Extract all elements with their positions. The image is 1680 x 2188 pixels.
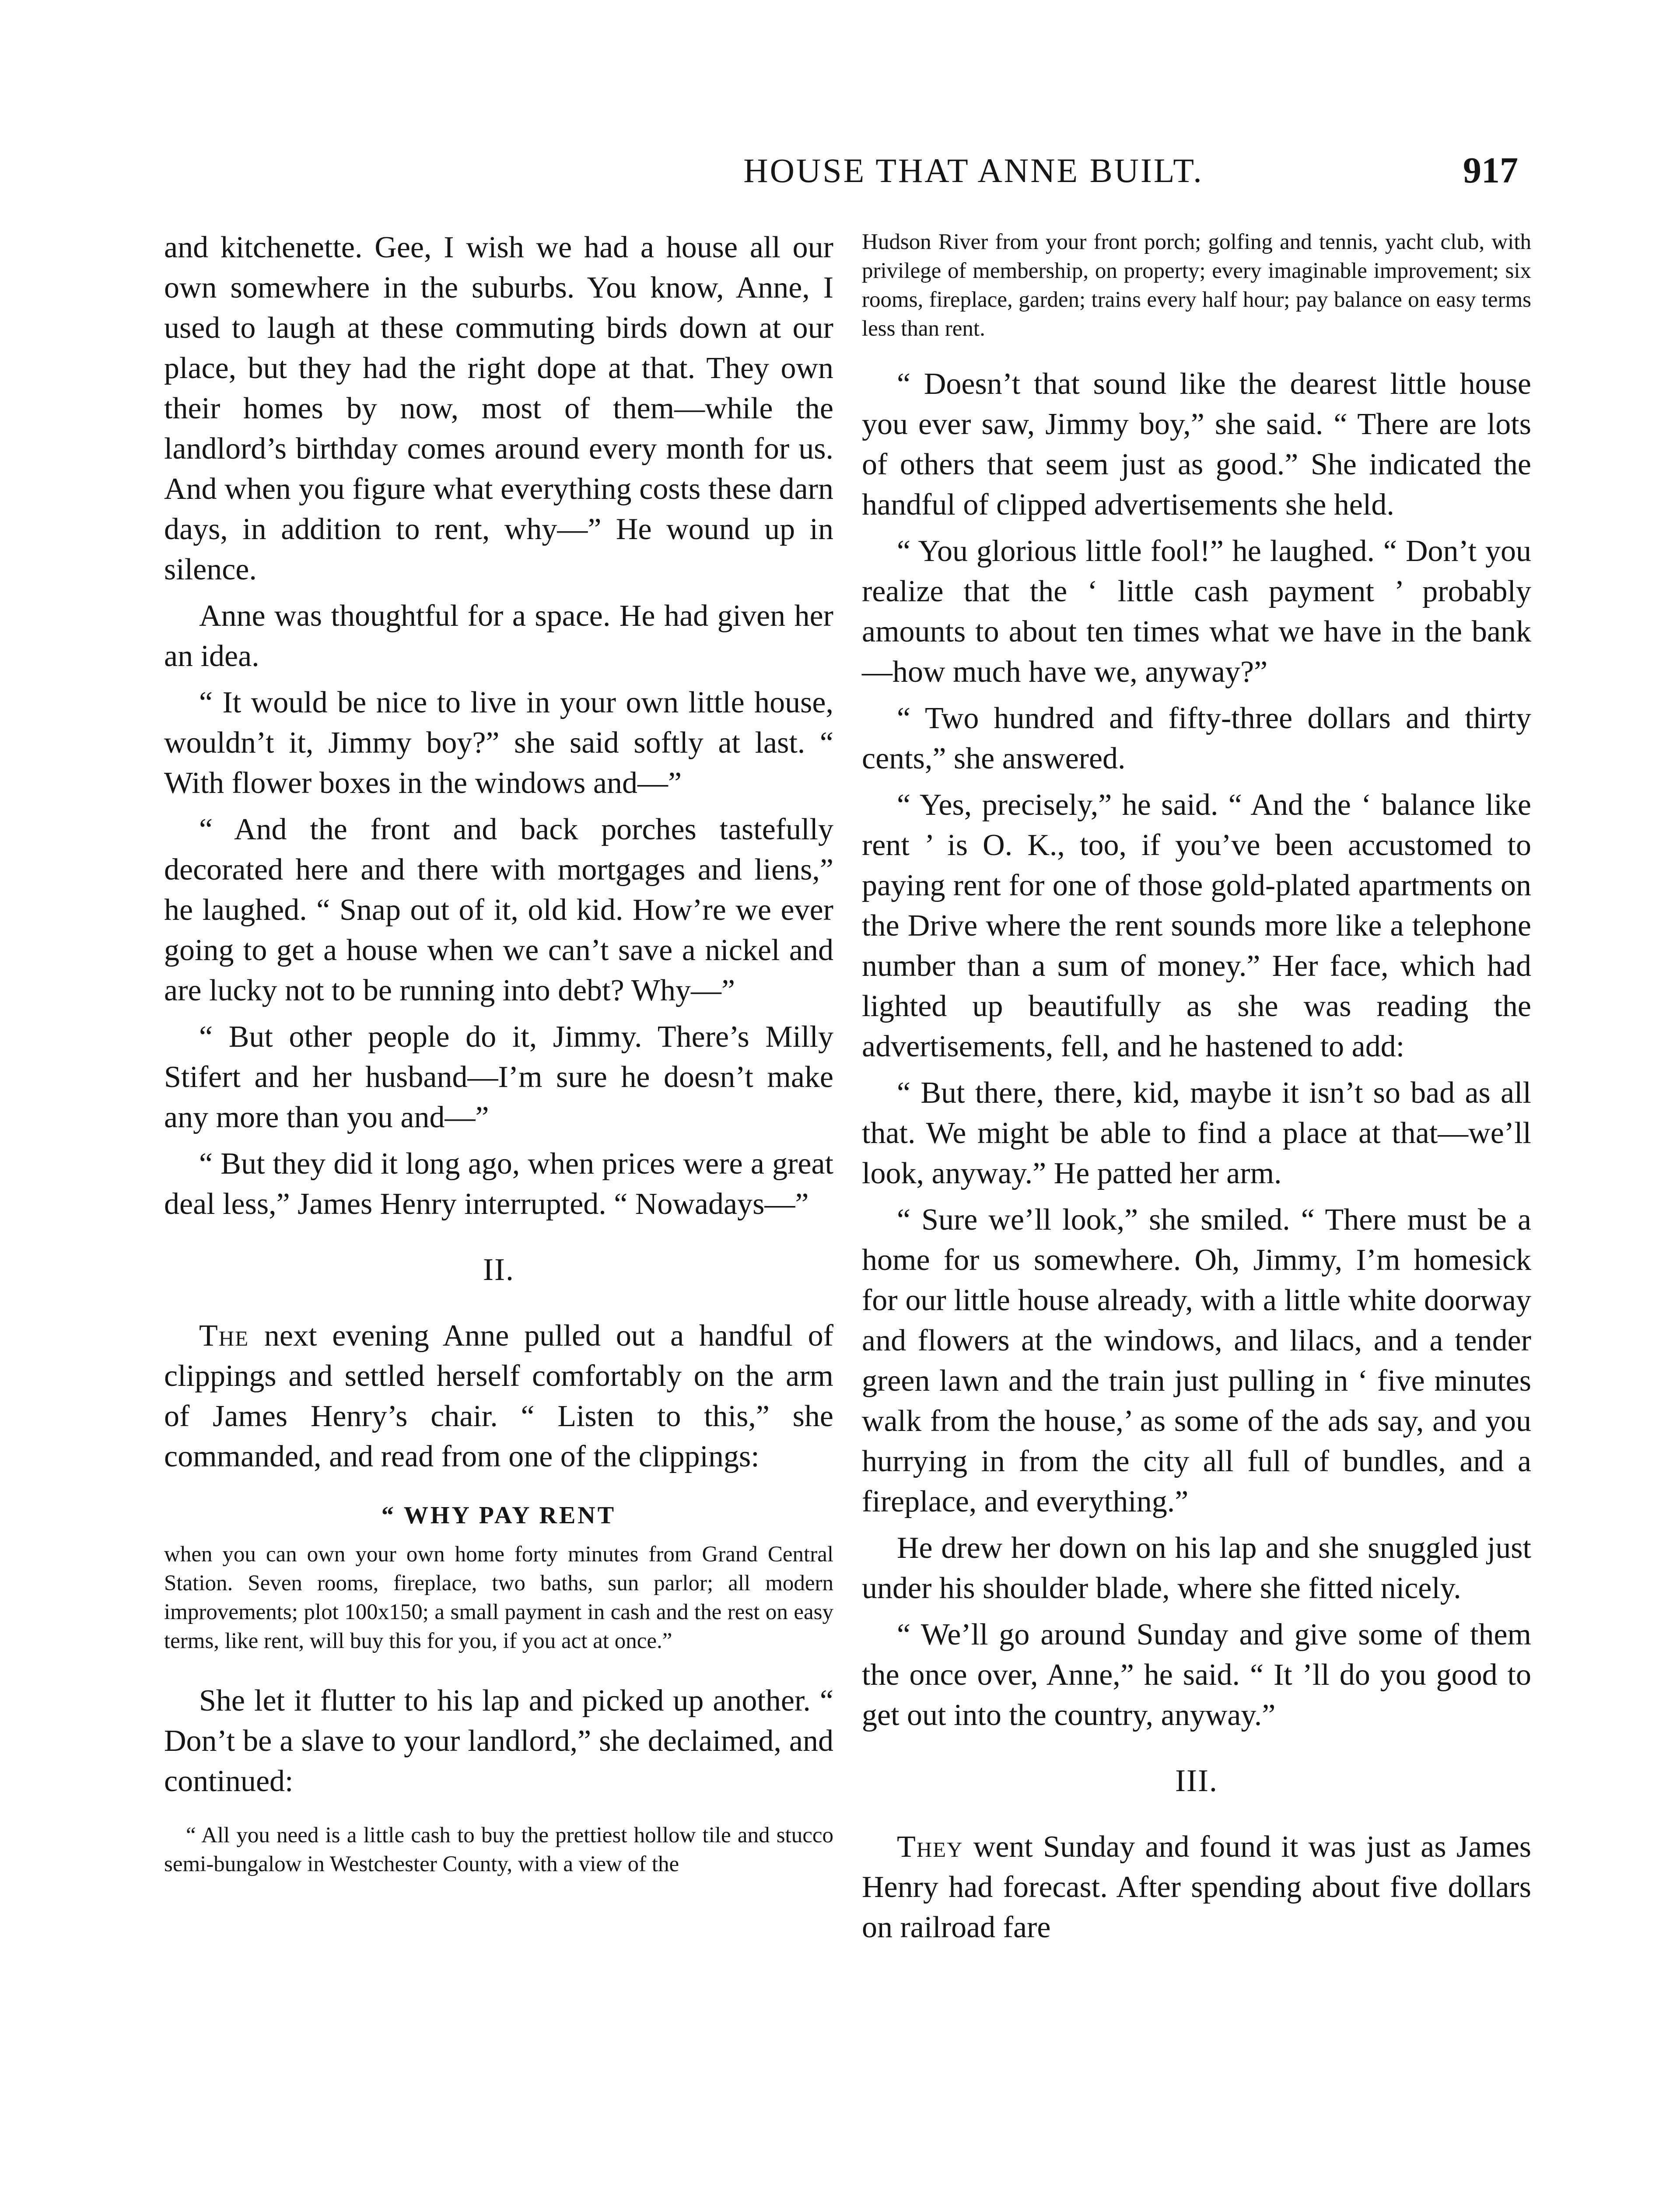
paragraph: “ You glorious little fool!” he laughed. “ Don’t you realize that the ‘ little cash payment ’ probably amounts to about ten times what we have in the bank—how much have we, anyway?” [862, 534, 1531, 689]
paragraph: He drew her down on his lap and she snuggled just under his shoulder blade, where she fitted nicely. [862, 1531, 1531, 1605]
paragraph: “ And the front and back porches tastefully decorated here and there with mortgages and liens,” he laughed. “ Snap out of it, old kid. How’re we ever going to get a house when we can’t save a nickel and are lucky not to be running into debt? Why—” [164, 813, 833, 1007]
paragraph: She let it flutter to his lap and picked up another. “ Don’t be a slave to your landlord,” she declaimed, and continued: [164, 1684, 833, 1798]
running-head: HOUSE THAT ANNE BUILT. [743, 151, 1204, 189]
advertisement-text: “ All you need is a little cash to buy the prettiest hollow tile and stucco semi-bungalow in Westchester County, with a view of the [164, 1823, 833, 1876]
paragraph-text: went Sunday and found it was just as James Henry had forecast. After spending about five dollars on railroad fare [862, 1830, 1531, 1944]
section-heading-iii: III. [1175, 1763, 1218, 1798]
left-column [164, 228, 833, 1879]
section-lead-word: The [199, 1319, 249, 1353]
paragraph [164, 1316, 833, 1477]
paragraph: Anne was thoughtful for a space. He had given her an idea. [164, 599, 833, 673]
section-lead-word: They [897, 1830, 963, 1864]
paragraph: “ It would be nice to live in your own little house, wouldn’t it, Jimmy boy?” she said softly at last. “ With flower boxes in the windows and—” [164, 686, 833, 800]
section-heading-ii: II. [483, 1252, 514, 1287]
page-header [558, 147, 1518, 199]
paragraph: “ But there, there, kid, maybe it isn’t so bad as all that. We might be able to find a place at that—we’ll look, anyway.” He patted her arm. [862, 1076, 1531, 1190]
paragraph [862, 1827, 1531, 1948]
paragraph: “ We’ll go around Sunday and give some of them the once over, Anne,” he said. “ It ’ll do you good to get out into the country, anyway.” [862, 1618, 1531, 1732]
paragraph: “ But other people do it, Jimmy. There’s Milly Stifert and her husband—I’m sure he doesn’t make any more than you and—” [164, 1020, 833, 1134]
advertisement-text: when you can own your own home forty minutes from Grand Central Station. Seven rooms, fireplace, two baths, sun parlor; all modern improvements; plot 100x150; a small payment in cash and the rest on easy terms, like rent, will buy this for you, if you act at once.” [164, 1542, 833, 1653]
paragraph: “ Doesn’t that sound like the dearest little house you ever saw, Jimmy boy,” she said. “ There are lots of others that seem just as good.” She indicated the handful of clipped advertisements she held. [862, 367, 1531, 522]
paragraph-text: next evening Anne pulled out a handful of clippings and settled herself comfortably on the arm of James Henry’s chair. “ Listen to this,” she commanded, and read from one of the clippings: [164, 1319, 833, 1473]
advertisement-text: Hudson River from your front porch; golfing and tennis, yacht club, with privilege of membership, on property; every imaginable improvement; six rooms, fireplace, garden; trains every half hour; pay balance on easy terms less than rent. [862, 230, 1531, 341]
ad-title: “ WHY PAY RENT [381, 1502, 616, 1529]
paragraph: “ Sure we’ll look,” she smiled. “ There must be a home for us somewhere. Oh, Jimmy, I’m homesick for our little house already, with a little white doorway and flowers at the windows, and lilacs, and a tender green lawn and the train just pulling in ‘ five minutes walk from the house,’ as some of the ads say, and you hurrying in from the city all full of bundles, and a fireplace, and everything.” [862, 1203, 1531, 1518]
paragraph: “ But they did it long ago, when prices were a great deal less,” James Henry interrupted. “ Nowadays—” [164, 1147, 833, 1221]
page-number: 917 [1463, 150, 1518, 191]
paragraph: “ Yes, precisely,” he said. “ And the ‘ balance like rent ’ is O. K., too, if you’ve been accustomed to paying rent for one of those gold-plated apartments on the Drive where the rent sounds more like a telephone number than a sum of money.” Her face, which had lighted up beautifully as she was reading the advertisements, fell, and he hastened to add: [862, 788, 1531, 1063]
paragraph: and kitchenette. Gee, I wish we had a house all our own somewhere in the suburbs. You know, Anne, I used to laugh at these commuting birds down at our place, but they had the right dope at that. They own their homes by now, most of them—while the landlord’s birthday comes around every month for us. And when you figure what everything costs these darn days, in addition to rent, why—” He wound up in silence. [164, 231, 833, 586]
paragraph: “ Two hundred and fifty-three dollars and thirty cents,” she answered. [862, 701, 1531, 775]
right-column [862, 228, 1531, 1954]
